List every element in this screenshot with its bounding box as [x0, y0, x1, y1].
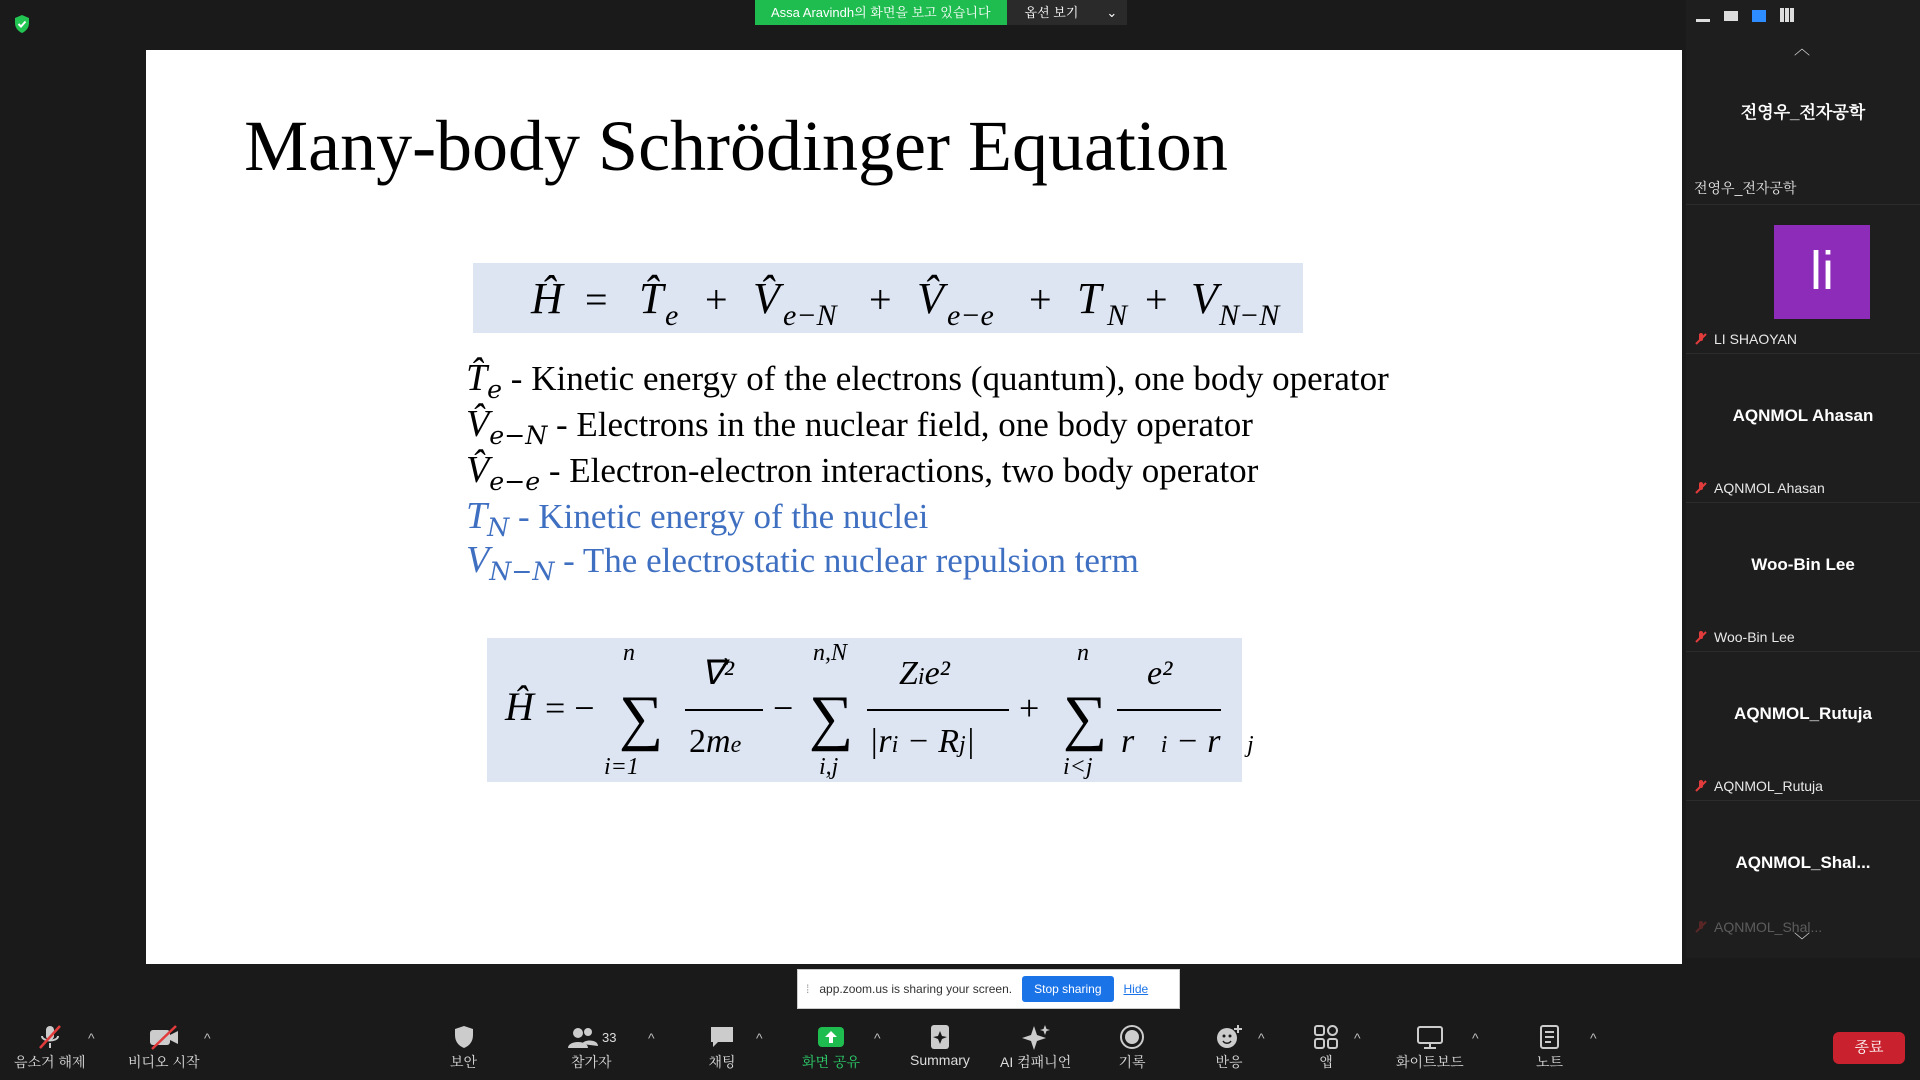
security-button[interactable]	[450, 1022, 477, 1072]
whiteboard-icon	[1415, 1022, 1445, 1052]
record-button[interactable]	[1118, 1022, 1146, 1072]
equation-graphic	[473, 263, 1303, 333]
participants-button[interactable]	[566, 1022, 616, 1072]
svg-text:Ĥ: Ĥ	[531, 274, 563, 323]
screen-share-notice	[797, 969, 1180, 1009]
participant-tile[interactable]	[1686, 354, 1920, 503]
svg-text:=: =	[585, 277, 608, 322]
definition-text: - Electron-electron interactions, two body operator	[540, 451, 1259, 490]
definition-subscript: N	[487, 513, 510, 542]
whiteboard-button[interactable]	[1396, 1022, 1464, 1072]
participant-tile[interactable]	[1686, 56, 1920, 205]
meeting-toolbar	[0, 1016, 1920, 1080]
svg-text:i=1: i=1	[604, 754, 639, 780]
reactions-button[interactable]	[1214, 1022, 1244, 1072]
chat-label: 채팅	[708, 1054, 736, 1070]
notes-options-chevron-icon[interactable]: ^	[1590, 1030, 1597, 1046]
svg-text:r⃗i − r⃗j: r⃗i − r⃗j	[1121, 723, 1254, 760]
security-label: 보안	[450, 1054, 478, 1070]
view-options-label: 옵션 보기	[1024, 5, 1079, 20]
svg-text:−: −	[773, 688, 794, 728]
mic-muted-icon	[1694, 481, 1708, 495]
video-options-chevron-icon[interactable]: ^	[204, 1030, 211, 1046]
participant-name: Woo-Bin Lee	[1714, 629, 1795, 645]
view-options-button[interactable]	[1007, 0, 1128, 25]
participant-tile[interactable]	[1686, 503, 1920, 652]
apps-icon	[1312, 1022, 1340, 1052]
stop-sharing-button[interactable]: Stop sharing	[1022, 976, 1113, 1002]
svg-text:e−e: e−e	[947, 299, 994, 332]
definition-symbol: V	[466, 539, 490, 581]
definition-vnn	[466, 538, 1139, 586]
definition-subscript: e−N	[489, 421, 548, 450]
audio-options-chevron-icon[interactable]: ^	[88, 1030, 95, 1046]
ai-companion-label: AI 컴패니언	[1000, 1054, 1072, 1070]
participants-label: 참가자	[570, 1054, 612, 1070]
svg-text:2me: 2me	[689, 723, 742, 760]
hide-notice-link[interactable]: Hide	[1123, 982, 1149, 996]
participant-display-name: AQNMOL_Rutuja	[1734, 704, 1872, 723]
sharing-banner	[755, 0, 1127, 25]
drag-handle-icon[interactable]: ⁞	[806, 982, 810, 996]
svg-text:∇⃗²: ∇⃗²	[701, 655, 734, 692]
participant-display-name: AQNMOL_Shal...	[1735, 853, 1871, 872]
mic-muted-icon	[36, 1022, 64, 1052]
participant-name-label	[1694, 778, 1823, 794]
svg-text:Ĥ: Ĥ	[505, 684, 534, 729]
apps-options-chevron-icon[interactable]: ^	[1354, 1030, 1361, 1046]
definition-te	[466, 356, 1389, 404]
definition-text: - The electrostatic nuclear repulsion term	[554, 541, 1139, 580]
reactions-label: 반응	[1215, 1054, 1243, 1070]
participant-name: LI SHAOYAN	[1714, 331, 1797, 347]
ai-companion-button[interactable]	[1000, 1022, 1071, 1072]
participants-icon	[566, 1022, 616, 1052]
definition-text: - Electrons in the nuclear field, one body operator	[547, 405, 1253, 444]
svg-text:= −: = −	[545, 688, 595, 728]
sharing-status-text: Assa Aravindh의 화면을 보고 있습니다	[755, 0, 1007, 25]
share-screen-button[interactable]	[802, 1022, 860, 1072]
whiteboard-options-chevron-icon[interactable]: ^	[1472, 1030, 1479, 1046]
mic-muted-icon	[1694, 779, 1708, 793]
svg-text:+: +	[1029, 277, 1052, 322]
mic-muted-icon	[1694, 920, 1708, 934]
svg-text:∑: ∑	[1063, 684, 1108, 752]
definition-symbol: T	[466, 495, 488, 537]
summary-label: Summary	[910, 1052, 970, 1068]
record-label: 기록	[1118, 1054, 1146, 1070]
participant-name: AQNMOL_Rutuja	[1714, 778, 1823, 794]
participants-count: 33	[602, 1029, 617, 1045]
svg-text:n: n	[623, 640, 635, 666]
share-screen-label: 화면 공유	[802, 1054, 860, 1070]
definition-tn	[466, 494, 928, 542]
svg-text:i<j: i<j	[1063, 754, 1093, 780]
participant-name-label	[1694, 480, 1825, 496]
svg-text:N: N	[1107, 299, 1128, 332]
video-off-icon	[148, 1022, 180, 1052]
definition-symbol: V̂	[466, 403, 490, 445]
svg-text:Zie²: Zie²	[899, 655, 950, 692]
hamiltonian-equation-short	[473, 263, 1303, 333]
svg-text:n,N: n,N	[813, 640, 848, 666]
scroll-down-icon[interactable]: ﹀	[1794, 933, 1811, 950]
svg-text:e: e	[665, 299, 679, 332]
svg-text:∑: ∑	[619, 684, 664, 752]
participant-tile[interactable]	[1686, 652, 1920, 801]
definition-ven	[466, 402, 1253, 450]
participant-display-name: 전영우_전자공학	[1740, 103, 1866, 122]
definition-symbol: V̂	[466, 449, 490, 491]
unmute-label: 음소거 해제	[14, 1054, 86, 1070]
gallery-view-icon[interactable]	[1780, 8, 1794, 22]
notes-label: 노트	[1536, 1054, 1564, 1070]
svg-text:+: +	[869, 277, 892, 322]
svg-text:|ri − Rj|: |ri − Rj|	[869, 723, 975, 760]
security-shield-icon	[452, 1022, 476, 1052]
svg-text:i,j: i,j	[819, 754, 839, 780]
sparkle-icon	[1021, 1022, 1051, 1052]
chat-options-chevron-icon[interactable]: ^	[756, 1030, 763, 1046]
svg-text:∑: ∑	[809, 684, 854, 752]
participant-tile[interactable]	[1686, 801, 1920, 941]
chat-bubble-icon	[708, 1022, 736, 1052]
participant-name: 전영우_전자공학	[1694, 180, 1797, 196]
unmute-button[interactable]	[14, 1022, 86, 1072]
svg-text:+: +	[1145, 277, 1168, 322]
svg-text:T̂: T̂	[639, 274, 664, 323]
svg-text:+: +	[1019, 688, 1040, 728]
hamiltonian-equation-expanded	[487, 638, 1254, 782]
emoji-plus-icon	[1214, 1022, 1244, 1052]
svg-text:N−N: N−N	[1219, 299, 1280, 332]
reactions-options-chevron-icon[interactable]: ^	[1258, 1030, 1265, 1046]
summary-document-icon	[927, 1022, 953, 1052]
definition-vee	[466, 448, 1258, 496]
definition-symbol: T̂	[466, 357, 488, 399]
participant-name-label	[1694, 629, 1795, 645]
notes-icon	[1537, 1022, 1563, 1052]
svg-text:V: V	[1191, 274, 1218, 323]
svg-text:e−N: e−N	[783, 299, 837, 332]
participants-panel	[1686, 0, 1920, 958]
minimize-icon[interactable]	[1696, 8, 1710, 22]
definition-subscript: N−N	[489, 557, 555, 586]
svg-text:e²: e²	[1147, 655, 1173, 692]
definition-text: - Kinetic energy of the electrons (quantum), one body operator	[502, 359, 1389, 398]
definition-subscript: e−e	[489, 467, 541, 496]
share-screen-icon	[816, 1022, 846, 1052]
avatar: li	[1774, 225, 1870, 319]
svg-text:V̂: V̂	[917, 274, 944, 323]
sharing-notice-text: app.zoom.us is sharing your screen.	[819, 982, 1013, 996]
definition-text: - Kinetic energy of the nuclei	[509, 497, 929, 536]
participant-name-label	[1694, 331, 1797, 347]
definition-subscript: e	[487, 375, 503, 404]
chat-button[interactable]	[708, 1022, 736, 1072]
svg-text:V̂: V̂	[753, 274, 780, 323]
svg-text:+: +	[705, 277, 728, 322]
svg-text:T: T	[1077, 274, 1102, 323]
participant-display-name: AQNMOL Ahasan	[1732, 406, 1874, 425]
whiteboard-label: 화이트보드	[1396, 1054, 1464, 1070]
apps-label: 앱	[1319, 1054, 1333, 1070]
mic-muted-icon	[1694, 630, 1708, 644]
shared-screen	[146, 50, 1682, 964]
record-icon	[1118, 1022, 1146, 1052]
participant-name-label	[1694, 178, 1796, 198]
notes-button[interactable]	[1536, 1022, 1563, 1072]
participant-tile[interactable]	[1686, 205, 1920, 354]
start-video-label: 비디오 시작	[128, 1054, 200, 1070]
svg-text:n: n	[1077, 640, 1089, 666]
scroll-up-icon[interactable]: ︿	[1794, 41, 1811, 58]
end-meeting-button[interactable]: 종료	[1833, 1032, 1905, 1064]
speaker-view-icon[interactable]	[1752, 10, 1766, 22]
share-options-chevron-icon[interactable]: ^	[874, 1030, 881, 1046]
participant-name: AQNMOL_Shal...	[1714, 919, 1823, 935]
participants-options-chevron-icon[interactable]: ^	[648, 1030, 655, 1046]
chevron-down-icon: ⌄	[1106, 5, 1118, 20]
strip-view-icon[interactable]	[1724, 11, 1738, 21]
mic-muted-icon	[1694, 332, 1708, 346]
slide-title: Many-body Schrödinger Equation	[244, 106, 1228, 186]
participant-name: AQNMOL Ahasan	[1714, 480, 1825, 496]
equation-graphic	[487, 638, 1254, 782]
summary-button[interactable]	[910, 1022, 970, 1068]
view-mode-controls	[1696, 8, 1794, 22]
shield-icon	[12, 14, 32, 34]
participant-display-name: Woo-Bin Lee	[1751, 555, 1855, 574]
apps-button[interactable]	[1312, 1022, 1340, 1072]
start-video-button[interactable]	[128, 1022, 200, 1072]
